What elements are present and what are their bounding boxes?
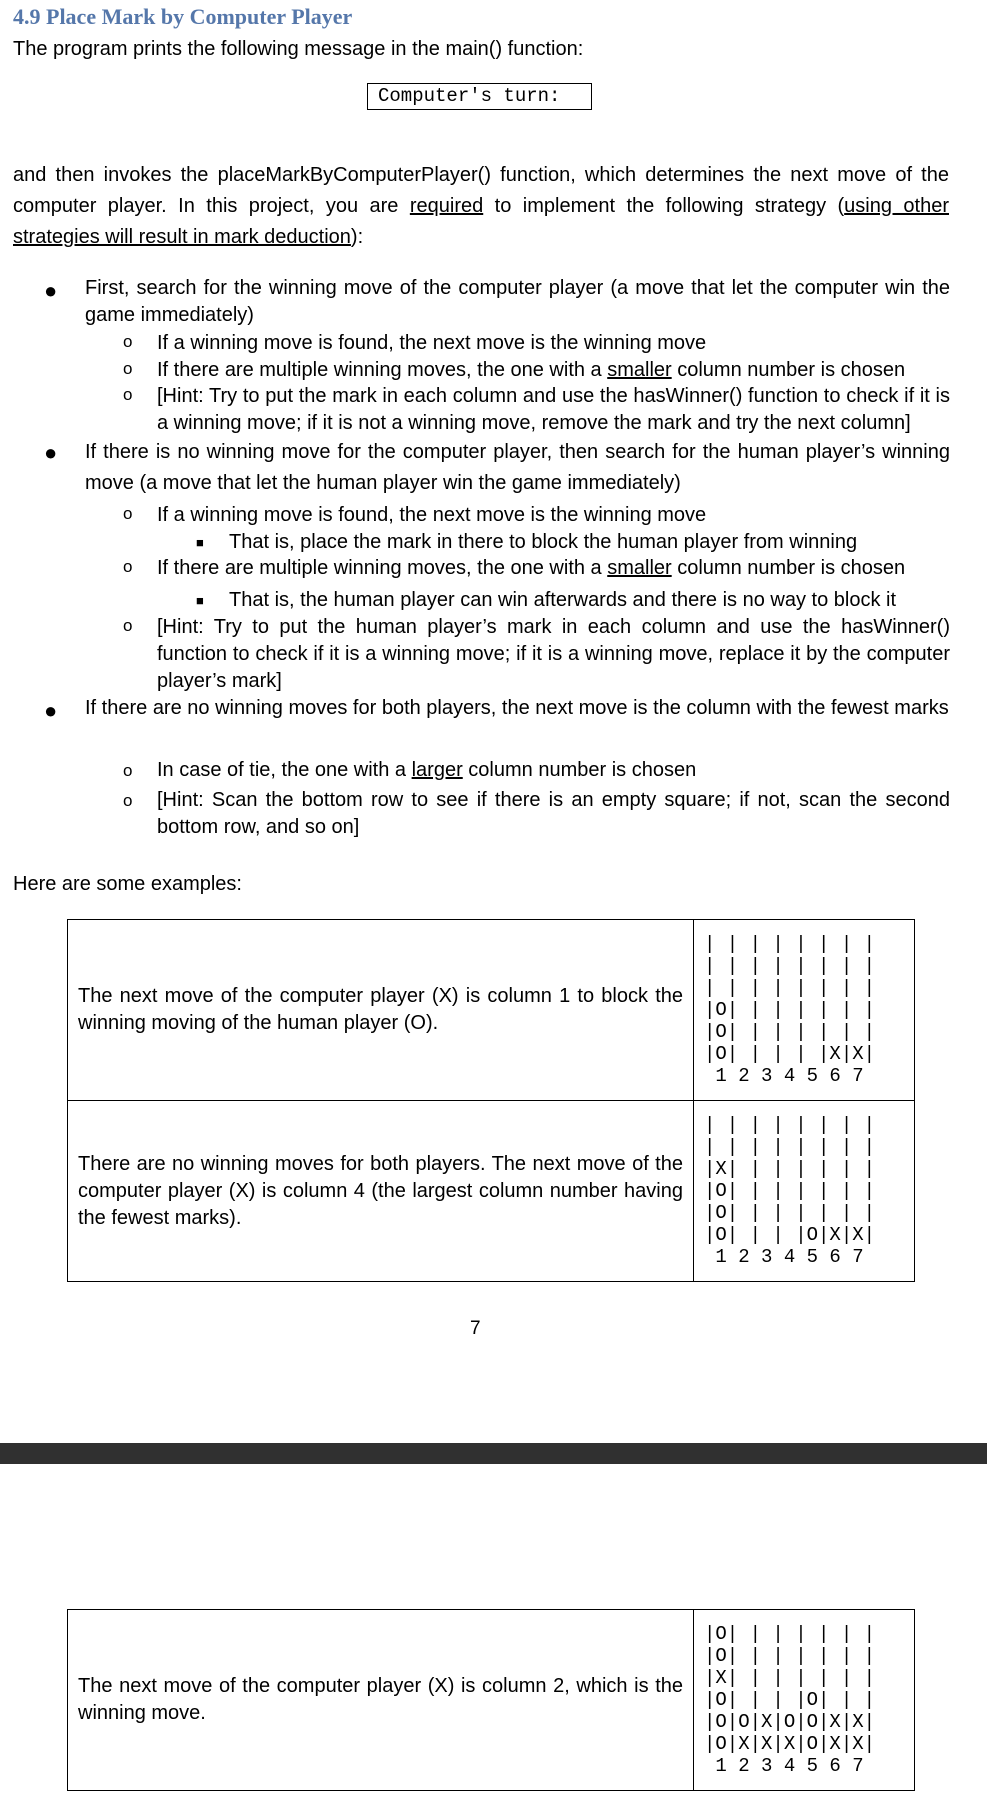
para1-text: ): xyxy=(350,226,364,248)
square-bullet-icon: ■ xyxy=(196,535,204,550)
text: If there are multiple winning moves, the one with a xyxy=(157,557,608,579)
underlined-smaller: smaller xyxy=(607,359,672,381)
example-board xyxy=(694,1610,915,1791)
bullet-3-sub-1 xyxy=(157,757,950,784)
circle-bullet-icon: o xyxy=(123,332,133,351)
bullet-2-sub-1-detail: That is, place the mark in there to block the human player from winning xyxy=(229,531,858,553)
example-board xyxy=(694,920,915,1101)
circle-bullet-icon: o xyxy=(123,504,133,523)
bullet-dot-icon: ● xyxy=(44,698,58,723)
bullet-dot-icon: ● xyxy=(44,440,58,465)
example-row xyxy=(68,920,915,1101)
examples-table-continued xyxy=(67,1609,915,1791)
console-output-box: Computer's turn: xyxy=(367,83,592,110)
bullet-2-sub-2-detail: That is, the human player can win afterwards and there is no way to block it xyxy=(229,589,897,611)
circle-bullet-icon: o xyxy=(123,359,133,378)
connect-four-board: |O| | | | | | | |O| | | | | | | |X| | | | | | | |O| | | |O| | | |O|O|X|O|O|X|X| |O|X|X|X|O|X|X| 1 2 3 4 5 6 7 xyxy=(704,1623,876,1777)
para1-underlined-warning-cont: strategies will result in mark deduction xyxy=(13,226,351,248)
circle-bullet-icon: o xyxy=(123,557,133,576)
bullet-3-sub-2: [Hint: Scan the bottom row to see if there is an empty square; if not, scan the second bottom row, and so on] xyxy=(157,789,950,838)
text: In case of tie, the one with a xyxy=(157,759,412,781)
example-description xyxy=(68,1101,694,1282)
bullet-2-sub-3: [Hint: Try to put the human player’s mark in each column and use the hasWinner() function to check if it is a winning move; if it is a winning move, replace it by the computer player’s mark] xyxy=(157,616,950,692)
examples-table xyxy=(67,919,915,1282)
section-heading: 4.9 Place Mark by Computer Player xyxy=(13,4,353,29)
circle-bullet-icon: o xyxy=(123,616,133,635)
square-bullet-icon: ■ xyxy=(196,593,204,608)
text: column number is chosen xyxy=(671,359,906,381)
description-paragraph xyxy=(13,160,949,253)
example-description-text: The next move of the computer player (X) is column 1 to block the winning moving of the human player (O). xyxy=(78,985,683,1034)
text: column number is chosen xyxy=(462,759,697,781)
para1-line3 xyxy=(13,222,949,253)
para1-line1: and then invokes the placeMarkByComputerPlayer() function, which determines the next move of the xyxy=(13,164,949,186)
bullet-2-sub-1: If a winning move is found, the next move is the winning move xyxy=(157,504,707,526)
example-description-text: There are no winning moves for both players. The next move of the computer player (X) is column 4 (the largest column number having the fewest marks). xyxy=(78,1152,683,1229)
bullet-2-sub-2 xyxy=(157,555,950,582)
bullet-3-text: If there are no winning moves for both players, the next move is the column with the fewest marks xyxy=(85,697,949,719)
bullet-1-sub-2 xyxy=(157,357,950,384)
bullet-1-sub-3: [Hint: Try to put the mark in each column and use the hasWinner() function to check if it is a winning move; if it is not a winning move, remove the mark and try the next column] xyxy=(157,385,950,434)
example-description xyxy=(68,1610,694,1791)
circle-bullet-icon: o xyxy=(123,385,133,404)
examples-label: Here are some examples: xyxy=(13,873,242,895)
para1-text: to implement the following strategy ( xyxy=(483,195,845,217)
example-board xyxy=(694,1101,915,1282)
connect-four-board: | | | | | | | | | | | | | | | | | | | | | | | | |O| | | | | | | |O| | | | | | | |O| | | | |X|X| 1 2 3 4 5 6 7 xyxy=(704,933,876,1087)
bullet-1-sub-1: If a winning move is found, the next move is the winning move xyxy=(157,332,707,354)
text: If there are multiple winning moves, the one with a xyxy=(157,359,608,381)
circle-bullet-icon: o xyxy=(123,761,133,780)
example-description xyxy=(68,920,694,1101)
bullet-1-text: First, search for the winning move of the computer player (a move that let the computer win the game immediately) xyxy=(85,277,950,326)
text: column number is chosen xyxy=(671,557,906,579)
connect-four-board: | | | | | | | | | | | | | | | | |X| | | | | | | |O| | | | | | | |O| | | | | | | |O| | | |O|X|X| 1 2 3 4 5 6 7 xyxy=(704,1114,876,1268)
underlined-larger: larger xyxy=(411,759,463,781)
para1-text: computer player. In this project, you are xyxy=(13,195,410,217)
page-number: 7 xyxy=(470,1318,481,1339)
underlined-smaller: smaller xyxy=(607,557,672,579)
bullet-2-text: If there is no winning move for the computer player, then search for the human player’s winning move (a move that let the human player win the game immediately) xyxy=(85,441,950,494)
bullet-dot-icon: ● xyxy=(44,278,58,303)
circle-bullet-icon: o xyxy=(123,791,133,810)
page-separator-bar xyxy=(0,1443,987,1464)
para1-underlined-warning: using other xyxy=(844,195,949,217)
para1-underlined-required: required xyxy=(409,195,484,217)
intro-text: The program prints the following message in the main() function: xyxy=(13,38,584,60)
example-description-text: The next move of the computer player (X) is column 2, which is the winning move. xyxy=(78,1675,683,1724)
para1-line2 xyxy=(13,191,949,222)
example-row xyxy=(68,1610,915,1791)
example-row xyxy=(68,1101,915,1282)
